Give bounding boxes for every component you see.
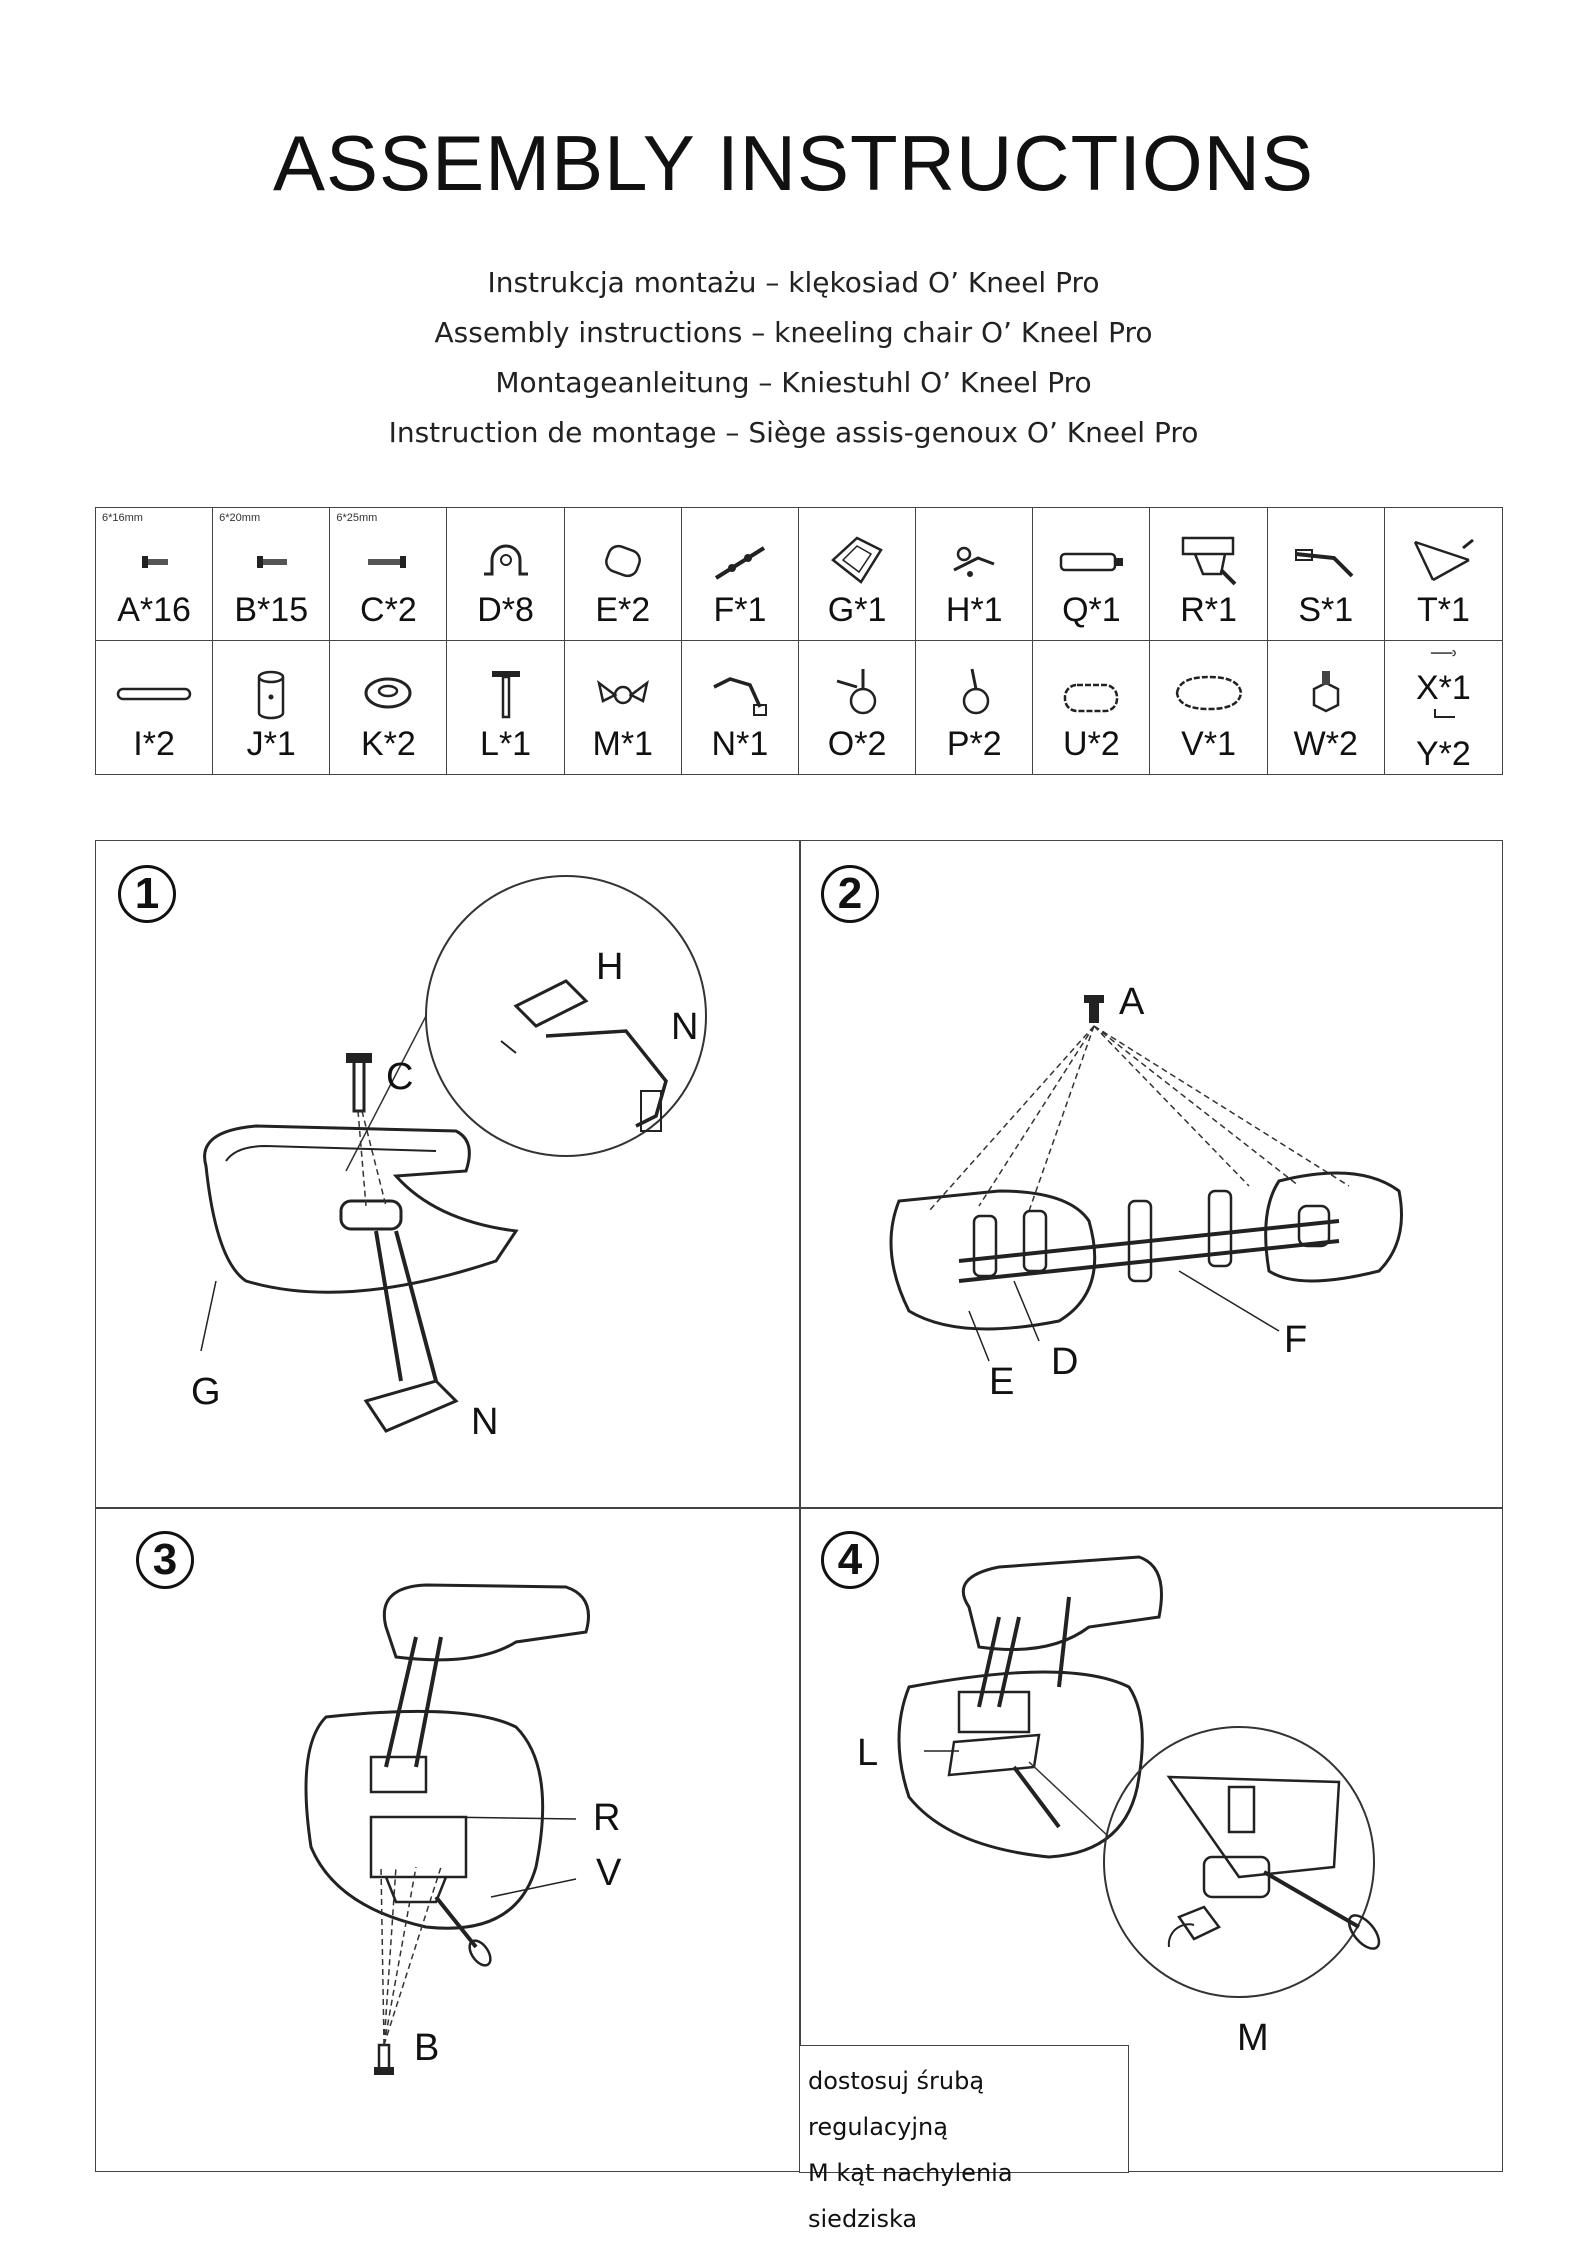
- seat-cushion-icon: [1169, 663, 1249, 723]
- part-label: W*2: [1293, 725, 1358, 763]
- adjustment-note: [799, 2045, 1129, 2233]
- part-cell: [213, 508, 330, 641]
- part-label: G*1: [827, 591, 887, 629]
- part-cell: [799, 508, 916, 641]
- subtitle-french: Instruction de montage – Siège assis-genoux O’ Kneel Pro: [388, 416, 1199, 449]
- note-line: dostosuj śrubą regulacyjną: [808, 2067, 985, 2141]
- part-callout: F: [1284, 1319, 1308, 1361]
- part-label: L*1: [480, 725, 532, 763]
- note-line: M kąt nachylenia siedziska: [808, 2159, 1013, 2233]
- part-cell: [1150, 508, 1267, 641]
- bar-icon: [114, 663, 194, 723]
- step-1-panel: [96, 841, 799, 1507]
- part-cell: [565, 508, 682, 641]
- step-number: 2: [821, 865, 879, 923]
- part-callout: C: [386, 1056, 414, 1098]
- part-label: T*1: [1416, 591, 1470, 629]
- subtitle-polish: Instrukcja montażu – klękosiad O’ Kneel Pro: [487, 266, 1100, 299]
- part-cell: [330, 641, 447, 774]
- part-label: Y*2: [1415, 735, 1471, 773]
- subtitle-english: Assembly instructions – kneeling chair O’ Kneel Pro: [434, 316, 1153, 349]
- part-callout: A: [1119, 981, 1145, 1023]
- lever-icon: [1286, 530, 1366, 590]
- part-size: 6*25mm: [336, 512, 378, 524]
- part-cell: [1033, 641, 1150, 774]
- step-3-illustration: [96, 1507, 799, 2173]
- part-label: N*1: [711, 725, 769, 763]
- step-2-panel: [799, 841, 1504, 1507]
- part-label: Q*1: [1062, 591, 1121, 629]
- page-title: ASSEMBLY INSTRUCTIONS: [273, 119, 1314, 207]
- part-cell: [447, 641, 564, 774]
- screw-icon: [348, 530, 428, 590]
- hex-key-icon: [1403, 705, 1483, 735]
- clamp-icon: [934, 530, 1014, 590]
- part-cell: [682, 641, 799, 774]
- part-label: U*2: [1063, 725, 1120, 763]
- part-cell: [799, 641, 916, 774]
- brake-caster-icon: [817, 663, 897, 723]
- part-cell: [916, 508, 1033, 641]
- part-label: S*1: [1298, 591, 1354, 629]
- step-3-panel: [96, 1507, 799, 2173]
- bolt-icon: [466, 663, 546, 723]
- frame-icon: [817, 530, 897, 590]
- part-label: B*15: [234, 591, 309, 629]
- part-label: K*2: [360, 725, 416, 763]
- part-cell: [1150, 641, 1267, 774]
- step-number: 4: [821, 1531, 879, 1589]
- part-cell: [213, 641, 330, 774]
- part-label: M*1: [592, 725, 653, 763]
- part-size: 6*16mm: [102, 512, 143, 524]
- parts-table: [95, 507, 1503, 775]
- part-size: 6*20mm: [219, 512, 261, 524]
- part-cell: [1268, 641, 1385, 774]
- part-callout: E: [989, 1361, 1015, 1403]
- part-cell: [1385, 641, 1502, 774]
- subtitle-german: Montageanleitung – Kniestuhl O’ Kneel Pro: [495, 366, 1092, 399]
- screw-icon: [114, 530, 194, 590]
- part-cell: [916, 641, 1033, 774]
- part-label: V*1: [1181, 725, 1236, 763]
- part-label: E*2: [595, 591, 651, 629]
- part-cell: [565, 641, 682, 774]
- support-icon: [1403, 530, 1483, 590]
- screw-icon: [231, 530, 311, 590]
- bracket-icon: [466, 530, 546, 590]
- part-label: P*2: [946, 725, 1002, 763]
- part-cell: [330, 508, 447, 641]
- tube-icon: [1051, 530, 1131, 590]
- part-cell: [682, 508, 799, 641]
- knob-icon: [1286, 663, 1366, 723]
- step-2-illustration: [799, 841, 1504, 1507]
- part-cell: [96, 641, 213, 774]
- part-callout: L: [857, 1732, 879, 1774]
- part-callout: M: [1237, 2017, 1269, 2059]
- part-callout: G: [191, 1371, 221, 1413]
- part-callout: V: [596, 1852, 622, 1894]
- part-cell: [96, 508, 213, 641]
- step-number: 1: [118, 865, 176, 923]
- part-label: H*1: [945, 591, 1003, 629]
- mechanism-icon: [1169, 530, 1249, 590]
- part-callout: N: [471, 1401, 499, 1443]
- rod-icon: [700, 530, 780, 590]
- part-label: D*8: [477, 591, 534, 629]
- caster-icon: [934, 663, 1014, 723]
- part-label: J*1: [246, 725, 296, 763]
- part-callout: D: [1051, 1341, 1079, 1383]
- part-label: R*1: [1180, 591, 1237, 629]
- part-cell: [1033, 508, 1150, 641]
- part-callout: B: [414, 2027, 440, 2069]
- step-number: 3: [136, 1531, 194, 1589]
- part-cell: [1268, 508, 1385, 641]
- ring-icon: [348, 663, 428, 723]
- arm-icon: [700, 663, 780, 723]
- knee-pad-icon: [1051, 663, 1131, 723]
- wing-nut-icon: [583, 663, 663, 723]
- part-label: I*2: [133, 725, 175, 763]
- pad-icon: [583, 530, 663, 590]
- part-cell: [447, 508, 564, 641]
- assembly-steps: [95, 840, 1503, 2233]
- subtitle-block: [0, 258, 1587, 458]
- part-label: O*2: [827, 725, 887, 763]
- part-callout: R: [593, 1797, 621, 1839]
- cylinder-icon: [231, 663, 311, 723]
- part-label: F*1: [713, 591, 767, 629]
- part-label: X*1: [1415, 669, 1471, 707]
- part-label: A*16: [117, 591, 191, 629]
- part-callout: H: [596, 946, 624, 988]
- part-cell: [1385, 508, 1502, 641]
- part-callout: N: [671, 1006, 699, 1048]
- part-label: C*2: [360, 591, 417, 629]
